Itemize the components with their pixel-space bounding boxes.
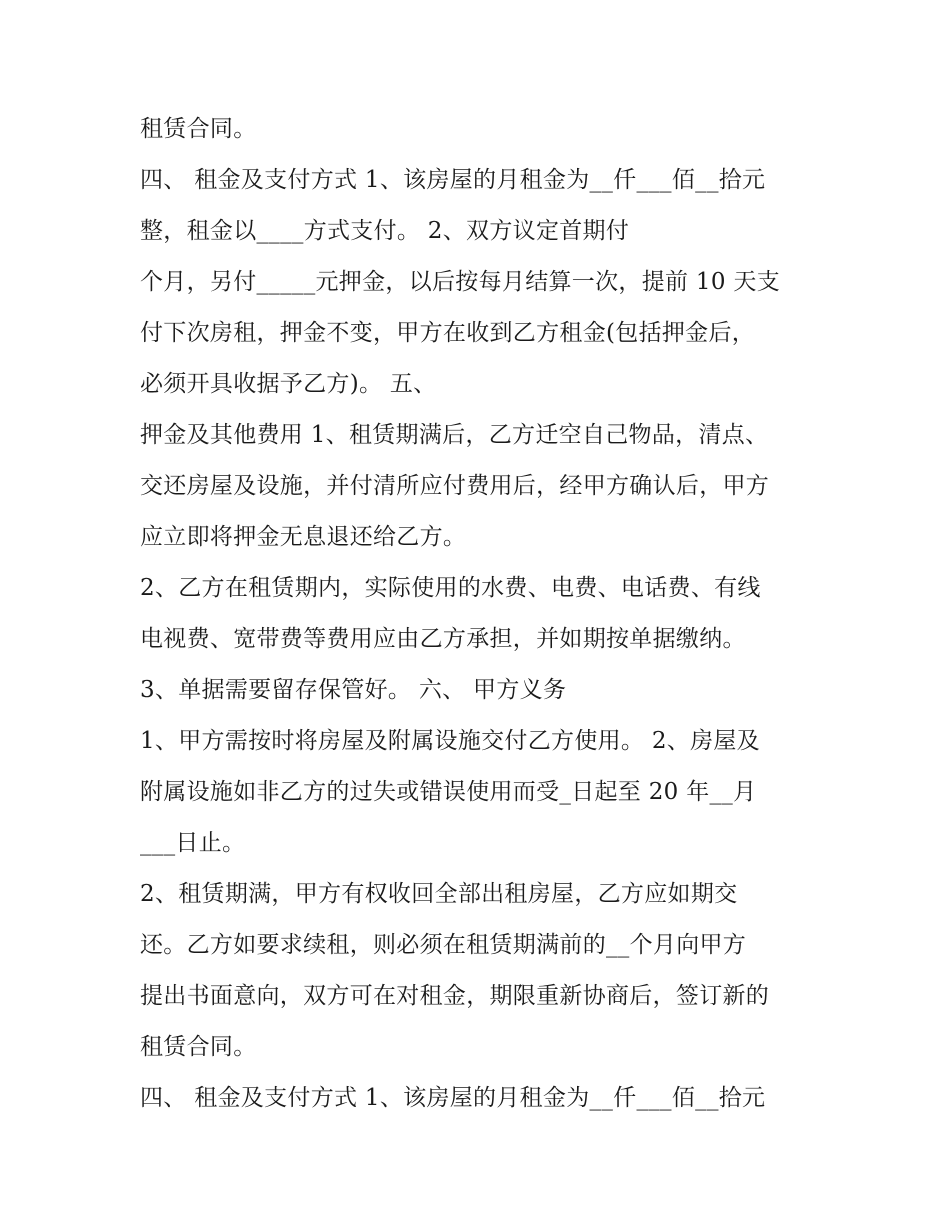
text-line: 个月，另付_____元押金，以后按每月结算一次，提前 10 天支 [140, 269, 780, 295]
text-line: 交还房屋及设施，并付清所应付费用后，经甲方确认后，甲方 [140, 473, 770, 499]
text-line: 电视费、宽带费等费用应由乙方承担，并如期按单据缴纳。 [140, 626, 746, 652]
text-line: 四、 租金及支付方式 1、该房屋的月租金为__仟___佰__拾元 [140, 167, 766, 193]
text-line: 还。乙方如要求续租，则必须在租赁期满前的__个月向甲方 [140, 932, 747, 958]
text-line: 1、甲方需按时将房屋及附属设施交付乙方使用。 2、房屋及 [140, 728, 760, 754]
text-line: ___日止。 [140, 830, 246, 856]
text-line: 整，租金以____方式支付。 2、双方议定首期付 [140, 218, 630, 244]
text-line: 附属设施如非乙方的过失或错误使用而受_日起至 20 年__月 [140, 779, 757, 805]
text-line: 2、租赁期满，甲方有权收回全部出租房屋，乙方应如期交 [140, 881, 738, 907]
text-line: 押金及其他费用 1、租赁期满后，乙方迁空自己物品，清点、 [140, 422, 769, 448]
text-line: 应立即将押金无息退还给乙方。 [140, 524, 467, 550]
text-line: 3、单据需要留存保管好。 六、 甲方义务 [140, 677, 567, 703]
text-line: 提出书面意向，双方可在对租金，期限重新协商后，签订新的 [140, 983, 770, 1009]
text-line: 2、乙方在租赁期内，实际使用的水费、电费、电话费、有线 [140, 575, 761, 601]
text-line: 必须开具收据予乙方)。 五、 [140, 371, 437, 397]
text-line: 租赁合同。 [140, 1034, 257, 1060]
text-line: 付下次房租，押金不变，甲方在收到乙方租金(包括押金后， [140, 320, 756, 346]
text-line: 租赁合同。 [140, 116, 257, 142]
text-line: 四、 租金及支付方式 1、该房屋的月租金为__仟___佰__拾元 [140, 1085, 766, 1111]
